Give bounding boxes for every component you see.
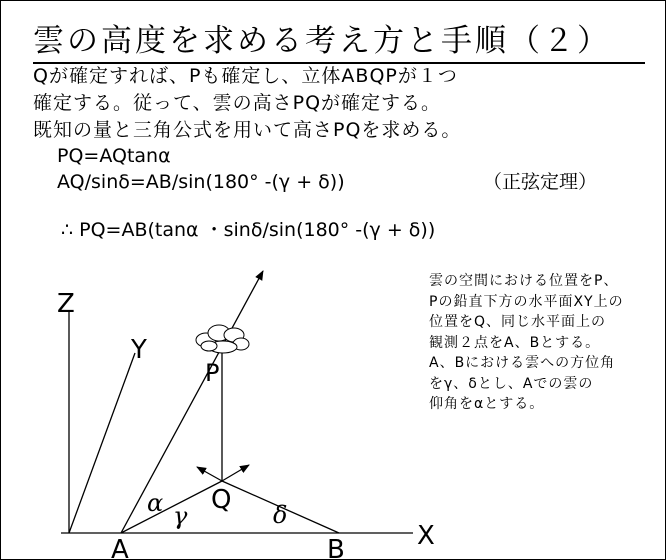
side-note-line: Pの鉛直下方の水平面XY上の [429,293,624,310]
side-note-line: A、Bにおける雲への方位角 [429,355,616,371]
axis-label-x: X [417,521,435,551]
angle-label-delta: δ [273,501,288,529]
angle-label-gamma: γ [173,502,188,530]
side-note-line: 観測２点をA、Bとする。 [429,334,601,351]
side-note-line: 位置をQ、同じ水平面上の [429,314,607,330]
point-label-b: B [327,535,345,559]
formula-pq: PQ=AQtanα [57,145,171,167]
formula-result: ∴ PQ=AB(tanα ・sinδ/sin(180° -(γ + δ)) [61,219,436,241]
y-axis [69,353,135,533]
segment-a-q [121,481,222,533]
sight-line-a-to-p [121,271,263,533]
angle-label-alpha: α [147,489,164,517]
point-label-p: P [205,359,220,387]
side-note-line: 雲の空間における位置をP、 [429,273,619,289]
point-label-q: Q [211,485,232,515]
direction-arrow-right [222,465,249,481]
side-note-line: 仰角をαとする。 [429,396,545,412]
axis-label-z: Z [57,289,75,319]
side-note-line: をγ、δとし、Aでの雲の [429,375,594,392]
body-line-3: 既知の量と三角公式を用いて高さPQを求める。 [33,119,462,141]
formula-aq: AQ/sinδ=AB/sin(180° -(γ + δ)) [57,171,345,193]
geometry-diagram [1,1,665,559]
slide-title: 雲の高度を求める考え方と手順（２） [33,23,611,59]
body-line-1: Qが確定すれば、Pも確定し、立体ABQPが１つ [33,65,458,87]
point-label-a: A [111,535,129,559]
direction-arrow-left [197,467,222,481]
axis-label-y: Y [131,335,147,365]
sine-rule-note: （正弦定理） [483,171,598,193]
cloud-icon [196,325,249,353]
body-line-2: 確定する。従って、雲の高さPQが確定する。 [33,92,442,114]
